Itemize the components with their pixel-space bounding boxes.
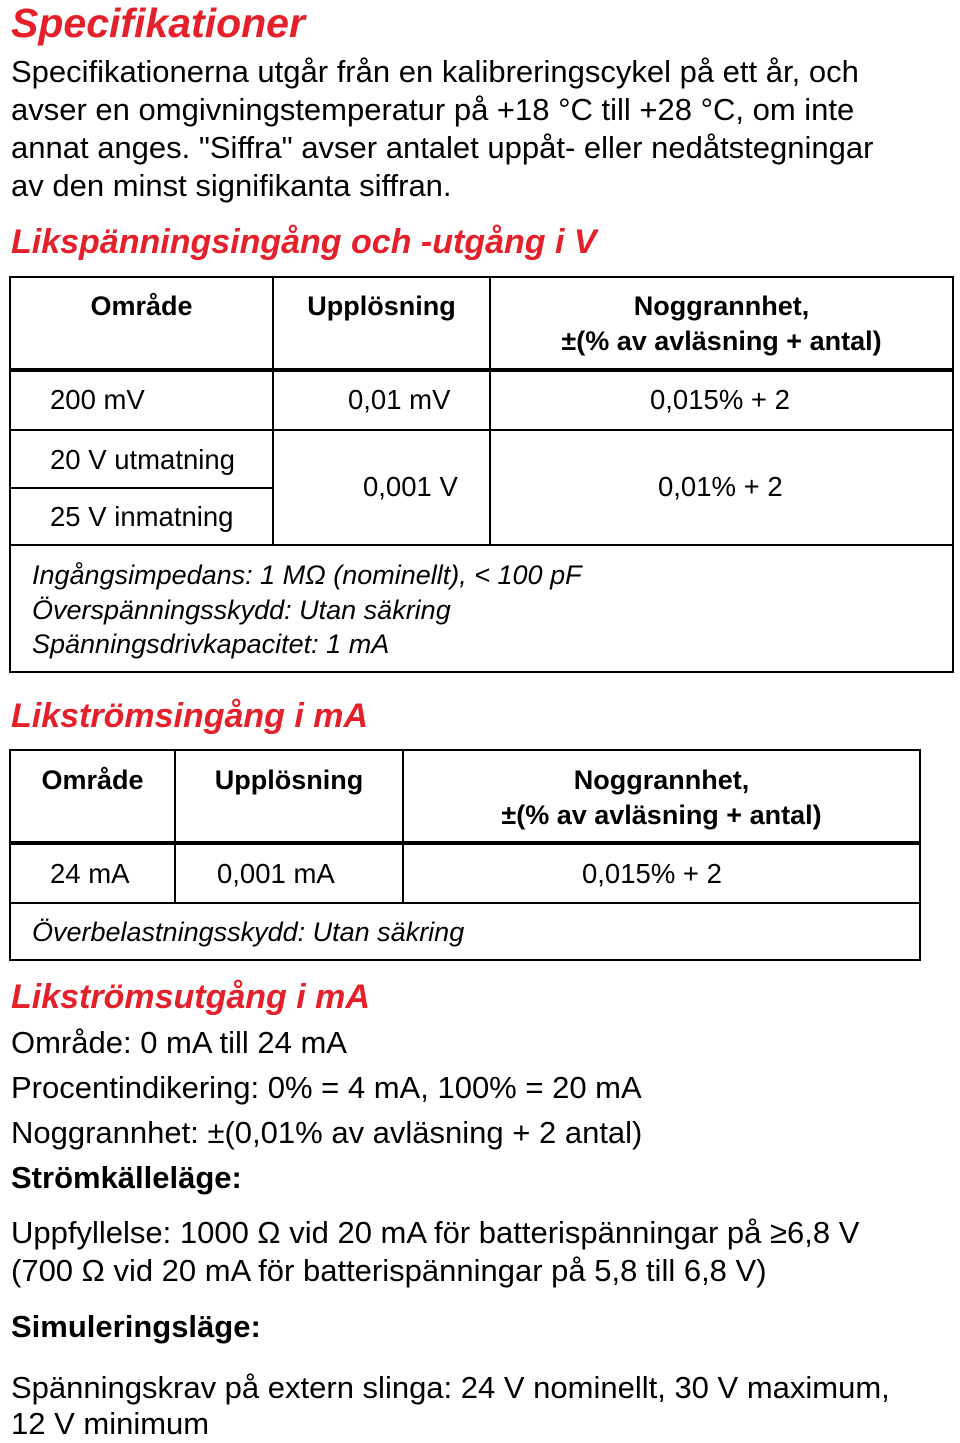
table-cell-range: 25 V inmatning bbox=[50, 501, 234, 532]
dc-current-input-table bbox=[9, 749, 921, 961]
spec-line: Spänningskrav på extern slinga: 24 V nominellt, 30 V maximum, bbox=[11, 1370, 890, 1405]
column-header-resolution: Upplösning bbox=[307, 291, 456, 321]
section-heading-dc-current-input: Likströmsingång i mA bbox=[11, 697, 369, 735]
spec-line: (700 Ω vid 20 mA för batterispänningar på 5,8 till 6,8 V) bbox=[11, 1253, 767, 1288]
row-divider bbox=[9, 902, 921, 904]
intro-line: avser en omgivningstemperatur på +18 °C till +28 °C, om inte bbox=[11, 92, 855, 127]
table-border-bottom bbox=[9, 671, 954, 673]
column-header-accuracy-line: ±(% av avläsning + antal) bbox=[501, 800, 822, 830]
section-heading-dc-voltage: Likspänningsingång och -utgång i V bbox=[11, 223, 597, 261]
table-cell-range: 20 V utmatning bbox=[50, 444, 235, 475]
column-header-accuracy bbox=[404, 763, 919, 833]
table-cell-accuracy: 0,015% + 2 bbox=[582, 858, 722, 889]
table-cell-resolution: 0,001 V bbox=[363, 471, 458, 502]
table-cell-accuracy: 0,01% + 2 bbox=[658, 471, 783, 502]
table-border-right bbox=[952, 276, 954, 673]
sub-row-divider bbox=[9, 487, 274, 489]
subheading-source-mode: Strömkälleläge: bbox=[11, 1160, 242, 1195]
column-header-accuracy-line: ±(% av avläsning + antal) bbox=[561, 326, 882, 356]
intro-line: annat anges. "Siffra" avser antalet uppåt- eller nedåtstegningar bbox=[11, 130, 874, 165]
intro-line: Specifikationerna utgår från en kalibreringscykel på ett år, och bbox=[11, 54, 859, 89]
header-divider bbox=[9, 368, 954, 372]
spec-line: 12 V minimum bbox=[11, 1406, 210, 1441]
column-header-accuracy bbox=[491, 289, 952, 359]
row-divider bbox=[9, 544, 954, 546]
table-border-right bbox=[919, 749, 921, 961]
spec-line: Noggrannhet: ±(0,01% av avläsning + 2 antal) bbox=[11, 1115, 643, 1150]
spec-line: Procentindikering: 0% = 4 mA, 100% = 20 mA bbox=[11, 1070, 642, 1105]
table-note: Överbelastningsskydd: Utan säkring bbox=[32, 917, 465, 947]
dc-voltage-table bbox=[9, 276, 954, 673]
table-cell-resolution: 0,01 mV bbox=[348, 384, 451, 415]
column-header-resolution: Upplösning bbox=[214, 765, 364, 795]
table-border-bottom bbox=[9, 959, 921, 961]
subheading-simulate-mode: Simuleringsläge: bbox=[11, 1309, 261, 1344]
column-header-range: Område bbox=[90, 291, 193, 321]
column-header-accuracy-line: Noggrannhet, bbox=[573, 765, 750, 795]
table-note: Spänningsdrivkapacitet: 1 mA bbox=[32, 629, 390, 659]
table-border-top bbox=[9, 276, 954, 278]
table-cell-range: 200 mV bbox=[50, 384, 145, 415]
table-border-left bbox=[9, 276, 11, 673]
table-cell-accuracy: 0,015% + 2 bbox=[650, 384, 790, 415]
intro-paragraph bbox=[11, 53, 873, 205]
header-divider bbox=[9, 841, 921, 845]
table-note: Ingångsimpedans: 1 MΩ (nominellt), < 100 pF bbox=[32, 560, 582, 590]
section-heading-dc-current-output: Likströmsutgång i mA bbox=[11, 978, 370, 1016]
table-note: Överspänningsskydd: Utan säkring bbox=[32, 594, 451, 625]
table-cell-resolution: 0,001 mA bbox=[217, 858, 335, 889]
intro-line: av den minst signifikanta siffran. bbox=[11, 168, 452, 203]
column-header-accuracy-line: Noggrannhet, bbox=[633, 291, 810, 321]
table-border-top bbox=[9, 749, 921, 751]
column-header-range: Område bbox=[41, 765, 144, 795]
table-cell-range: 24 mA bbox=[50, 858, 130, 889]
row-divider bbox=[9, 429, 954, 431]
page-title: Specifikationer bbox=[11, 0, 305, 46]
spec-line: Uppfyllelse: 1000 Ω vid 20 mA för batterispänningar på ≥6,8 V bbox=[11, 1215, 860, 1250]
table-notes bbox=[32, 558, 582, 662]
spec-line: Område: 0 mA till 24 mA bbox=[11, 1025, 347, 1060]
